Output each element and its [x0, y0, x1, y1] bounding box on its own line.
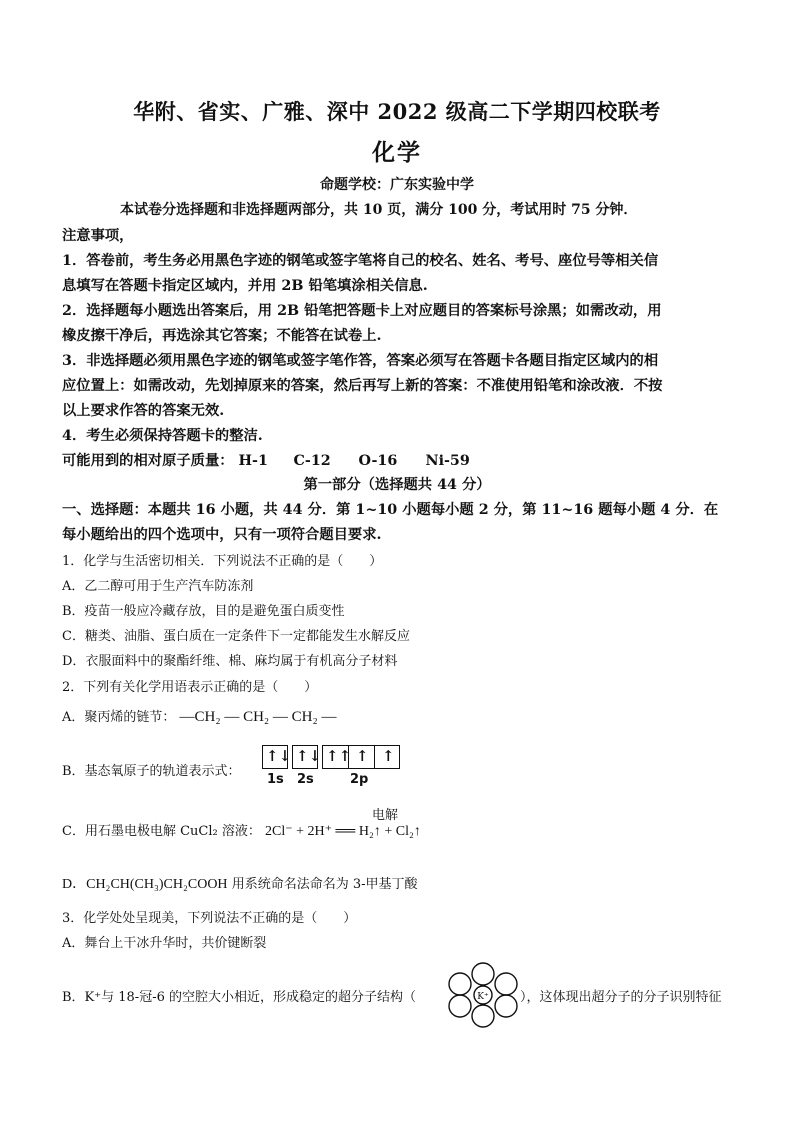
notice-item: 以上要求作答的答案无效.	[62, 403, 225, 419]
subject-title: 化学	[372, 139, 422, 166]
q2-option-c	[62, 820, 421, 840]
part1-intro: 每小题给出的四个选项中，只有一项符合题目要求.	[62, 527, 382, 543]
atom-ni: Ni-59	[425, 453, 470, 469]
atom-o: O-16	[358, 453, 398, 469]
q1-stem: 1．化学与生活密切相关．下列说法不正确的是（ ）	[62, 554, 383, 569]
orbital-label-2s: 2s	[297, 772, 314, 787]
q1-option-a: A．乙二醇可用于生产汽车防冻剂	[62, 579, 254, 594]
notice-item: 橡皮擦干净后，再选涂其它答案；不能答在试卷上.	[62, 328, 382, 344]
q1-option-c: C．糖类、油脂、蛋白质在一定条件下一定都能发生水解反应	[62, 629, 410, 644]
arrow-pair-icon: ↑↓	[296, 747, 322, 765]
q2-d-text: 用系统命名法命名为 3-甲基丁酸	[231, 877, 418, 892]
arrow-up-icon: ↑	[356, 747, 369, 765]
q1-option-b: B．疫苗一般应冷藏存放，目的是避免蛋白质变性	[62, 604, 345, 619]
q2-c-label: C．用石墨电极电解 CuCl₂ 溶液：	[62, 824, 261, 839]
orbital-label-2p: 2p	[350, 772, 369, 787]
arrow-pair-icon: ↑↑	[326, 747, 352, 765]
part1-title: 第一部分（选择题共 44 分）	[303, 477, 491, 493]
electrolysis-condition: 电解	[372, 808, 399, 823]
polypropylene-unit: —CH₂ — CH₂ — CH₂ —	[179, 709, 337, 725]
exam-info: 本试卷分选择题和非选择题两部分，共 10 页，满分 100 分，考试用时 75 分钟．	[120, 202, 638, 218]
electrolysis-equation: 2Cl⁻ + 2H⁺ ══ H₂↑ + Cl₂↑	[265, 824, 421, 839]
notice-item: 2．选择题每小题选出答案后，用 2B 铅笔把答题卡上对应题目的答案标号涂黑；如需改动，用	[62, 303, 662, 319]
q2-a-label: A．聚丙烯的链节：	[62, 710, 176, 725]
exam-title: 华附、省实、广雅、深中 2022 级高二下学期四校联考	[133, 99, 661, 124]
arrow-up-icon: ↑	[382, 747, 395, 765]
q1-option-d: D．衣服面料中的聚酯纤维、棉、麻均属于有机高分子材料	[62, 654, 398, 669]
crown-ion-label: K⁺	[477, 992, 489, 1002]
atom-c: C-12	[293, 453, 331, 469]
orbital-label-1s: 1s	[267, 772, 284, 787]
q3-option-a: A．舞台上干冰升华时，共价键断裂	[62, 936, 267, 951]
atomic-mass-line	[62, 450, 470, 470]
part1-intro: 一、选择题：本题共 16 小题，共 44 分．第 1~10 小题每小题 2 分，第 11~16 题每小题 4 分．在	[62, 502, 719, 518]
atomic-mass-label: 可能用到的相对原子质量：	[62, 453, 234, 469]
q2-option-a	[62, 706, 336, 726]
notice-item: 3．非选择题必须用黑色字迹的钢笔或签字笔作答，答案必须写在答题卡各题目指定区域内的相	[62, 353, 659, 369]
atom-h: H-1	[238, 453, 268, 469]
notice-heading: 注意事项，	[62, 228, 134, 244]
notice-item: 息填写在答题卡指定区域内，并用 2B 铅笔填涂相关信息.	[62, 278, 428, 294]
notice-item: 4．考生必须保持答题卡的整洁.	[62, 428, 263, 444]
q2-stem: 2．下列有关化学用语表示正确的是（ ）	[62, 680, 318, 695]
q3-option-b-post: ），这体现出超分子的分子识别特征	[520, 990, 722, 1005]
setter-school: 命题学校：广东实验中学	[320, 177, 474, 193]
q3-option-b-pre: B．K⁺与 18-冠-6 的空腔大小相近，形成稳定的超分子结构（	[62, 990, 416, 1005]
crown-ether-icon	[446, 962, 520, 1028]
q2-option-d	[62, 873, 417, 893]
q2-d-formula: D．CH₂CH(CH₃)CH₂COOH	[62, 877, 228, 892]
q3-stem: 3．化学处处呈现美，下列说法不正确的是（ ）	[62, 911, 357, 926]
notice-item: 应位置上：如需改动，先划掉原来的答案，然后再写上新的答案：不准使用铅笔和涂改液．不按	[62, 378, 663, 394]
notice-item: 1．答卷前，考生务必用黑色字迹的钢笔或签字笔将自己的校名、姓名、考号、座位号等相关信	[62, 253, 659, 269]
q2-option-b-label: B．基态氧原子的轨道表示式：	[62, 764, 241, 779]
arrow-pair-icon: ↑↓	[266, 747, 292, 765]
